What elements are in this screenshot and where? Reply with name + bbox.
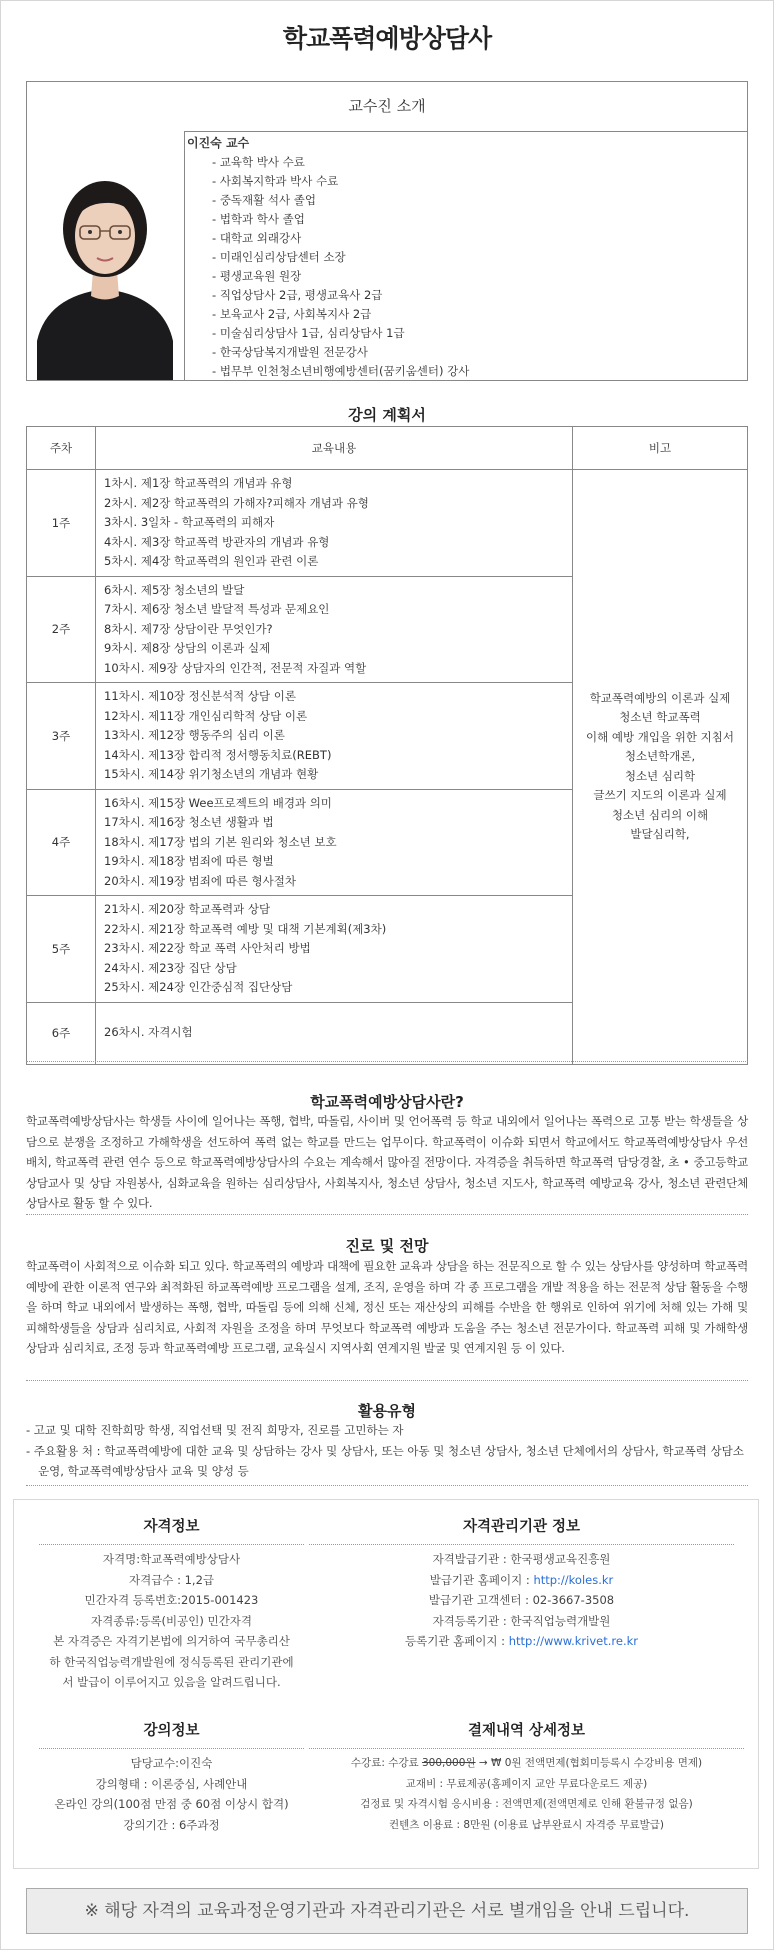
content-cell (96, 683, 573, 790)
table-row (27, 470, 748, 577)
agency-info-title: 자격관리기관 정보 (309, 1510, 734, 1545)
session-line: 14차시. 제13장 합리적 정서행동치료(REBT) (104, 747, 332, 762)
content-cell (96, 789, 573, 896)
divider (26, 1061, 748, 1062)
lecture-info-line: 담당교수:이진숙 (130, 1756, 213, 1770)
faculty-career-item: - 보육교사 2급, 사회복지사 2급 (212, 305, 743, 324)
content-cell (96, 470, 573, 577)
session-line: 18차시. 제17장 법의 기본 원리와 청소년 보호 (104, 834, 337, 849)
usage-item: - 주요활용 처 : 학교폭력예방에 대한 교육 및 상담하는 강사 및 상담사, 또는 아동 및 청소년 상담사, 청소년 단체에서의 상담사, 학교폭력 상담소 운영, 학교폭력예방상담사 교육 및 양성 등 (26, 1443, 744, 1478)
about-title: 학교폭력예방상담사란? (310, 1093, 464, 1111)
faculty-career-item: - 직업상담사 2급, 평생교육사 2급 (212, 286, 743, 305)
agency-issuer-home: 발급기관 홈페이지 : http://koles.kr (429, 1572, 614, 1587)
faculty-box (26, 81, 748, 381)
divider (26, 1485, 748, 1486)
faculty-career-item: - 한국상담복지개발원 전문강사 (212, 343, 743, 362)
career-title: 진로 및 전망 (345, 1237, 429, 1255)
cert-info-line: 하 한국직업능력개발원에 정식등록된 관리기관에 (49, 1654, 294, 1669)
header-remark: 비고 (573, 427, 748, 470)
faculty-career-item: - 중독재활 석사 졸업 (212, 191, 743, 210)
session-line: 5차시. 제4장 학교폭력의 원인과 관련 이론 (104, 554, 319, 568)
session-line: 24차시. 제23장 집단 상담 (104, 960, 237, 975)
session-line: 19차시. 제18장 범죄에 따른 형벌 (104, 854, 274, 868)
about-text: 학교폭력예방상담사는 학생들 사이에 일어나는 폭행, 협박, 따돌림, 사이버 및 언어폭력 등 학교 내외에서 일어나는 폭력으로 고통 받는 학생들을 상담으로 분쟁을 조정하고 가해학생을 선도하여 폭력 없는 학교를 만드는 업무이다. 학교폭력이 이슈화 되면서 학교에서도 학교폭력예방상담사 우선 배치, 학교폭력 관련 연수 등으로 학교폭력예방상담사의 수요는 계속해서 많아질 전망이다. 자격증을 취득하면 학교폭력 담당경찰, 초 • 중고등학교 상담교사 및 상담 자원봉사, 심화교육을 원하는 심리상담사, 사회복지사, 청소년 상담사, 청소년 지도사, 학교폭력 예방교육 강사, 청소년 관련단체 상담사로 활동 할 수 있다. (26, 1114, 748, 1210)
faculty-career-item: - 법학과 학사 졸업 (212, 210, 743, 229)
payment-line: 교재비 : 무료제공(홈페이지 교안 무료다운로드 제공) (405, 1777, 648, 1790)
week-cell: 2주 (27, 576, 96, 683)
career-text: 학교폭력이 사회적으로 이슈화 되고 있다. 학교폭력의 예방과 대책에 필요한 교육과 상담을 하는 전문직으로 할 수 있는 상담사를 양성하며 학교폭력예방에 관한 이론적 연구와 최적화된 하교폭력예방 프로그램을 설계, 조직, 운영을 하며 각 종 프로그램을 개발 적용을 하는 전문적 상담 활동을 수행을 하며 학교 내외에서 발생하는 폭행, 협박, 따돌림 등에 의해 신체, 정신 또는 재산상의 피해를 수반을 한 행위로 인하여 위기에 처해 있는 가해 및 피해학생들을 상담과 심리치료, 사회적 자원을 조정을 하며 무엇보다 학교폭력 예방과 도움을 주는 청소년 전문가이다. 학교폭력 피해 및 가해학생 상담과 심리치료, 조정 등과 학교폭력예방 프로그램, 교육실시 지역사회 연계지원 발굴 및 연계지원 등 이 있다. (26, 1259, 748, 1355)
original-fee: 300,000원 (421, 1757, 476, 1769)
session-line: 17차시. 제16장 청소년 생활과 법 (104, 815, 274, 829)
remark-line: 발달심리학, (630, 827, 690, 842)
week-cell: 1주 (27, 470, 96, 577)
cert-info-line: 자격종류:등록(비공인) 민간자격 (91, 1613, 252, 1628)
faculty-career-item: - 사회복지학과 박사 수료 (212, 172, 743, 191)
remark-line: 청소년 심리학 (624, 768, 696, 783)
registrar-home-link[interactable]: http://www.krivet.re.kr (508, 1634, 638, 1648)
content-cell (96, 896, 573, 1003)
cert-info-line: 서 발급이 이루어지고 있음을 알려드립니다. (62, 1675, 281, 1689)
remark-line: 청소년 학교폭력 (619, 710, 701, 725)
cert-info-section (39, 1510, 304, 1693)
faculty-career-item: - 교육학 박사 수료 (212, 153, 743, 172)
lecture-info-line: 강의형태 : 이론중심, 사례안내 (95, 1776, 248, 1791)
notice-banner: ※ 해당 자격의 교육과정운영기관과 자격관리기관은 서로 별개임을 안내 드립니다. (26, 1888, 748, 1934)
session-line: 16차시. 제15장 Wee프로젝트의 배경과 의미 (104, 795, 332, 810)
session-line: 25차시. 제24장 인간중심적 집단상담 (104, 980, 293, 994)
week-cell: 5주 (27, 896, 96, 1003)
agency-issuer-phone: 발급기관 고객센터 : 02-3667-3508 (428, 1593, 615, 1607)
cert-info-title: 자격정보 (39, 1510, 304, 1545)
session-line: 2차시. 제2장 학교폭력의 가해자?피해자 개념과 유형 (104, 495, 369, 510)
faculty-career-list (187, 153, 743, 381)
session-line: 13차시. 제12장 행동주의 심리 이론 (104, 728, 285, 742)
remark-line: 학교폭력예방의 이론과 실제 (589, 690, 731, 705)
session-line: 12차시. 제11장 개인심리학적 상담 이론 (104, 708, 308, 723)
week-cell: 3주 (27, 683, 96, 790)
remark-cell (573, 470, 748, 1065)
session-line: 1차시. 제1장 학교폭력의 개념과 유형 (104, 476, 293, 490)
usage-list (26, 1420, 748, 1482)
week-cell: 4주 (27, 789, 96, 896)
divider (26, 1380, 748, 1381)
agency-issuer: 자격발급기관 : 한국평생교육진흥원 (432, 1552, 611, 1566)
payment-line: 컨텐츠 이용료 : 8만원 (이용료 납부완료시 자격증 무료발급) (388, 1818, 665, 1831)
faculty-career-item: - 미술심리상담사 1급, 심리상담사 1급 (212, 324, 743, 343)
issuer-home-link[interactable]: http://koles.kr (533, 1572, 614, 1587)
lecture-info-title: 강의정보 (39, 1714, 304, 1749)
payment-info-title: 결제내역 상세정보 (309, 1714, 744, 1749)
page-title: 학교폭력예방상담사 (282, 24, 492, 53)
cert-info-line: 민간자격 등록번호:2015-001423 (84, 1593, 259, 1607)
remark-line: 이해 예방 개입을 위한 지침서 (586, 729, 734, 744)
session-line: 3차시. 3일차 - 학교폭력의 피해자 (104, 515, 275, 529)
session-line: 21차시. 제20장 학교폭력과 상담 (104, 902, 271, 916)
payment-fee: 수강료: 수강료 300,000원 → ₩ 0원 전액면제(협회미등록시 수강비용 면제) (350, 1757, 703, 1769)
session-line: 8차시. 제7장 상담이란 무엇인가? (104, 621, 273, 636)
agency-registrar: 자격등록기관 : 한국직업능력개발원 (432, 1613, 611, 1628)
session-line: 22차시. 제21장 학교폭력 예방 및 대책 기본계획(제3차) (104, 921, 387, 936)
session-line: 4차시. 제3장 학교폭력 방관자의 개념과 유형 (104, 534, 330, 549)
session-line: 15차시. 제14장 위기청소년의 개념과 현황 (104, 767, 319, 781)
session-line: 11차시. 제10장 정신분석적 상담 이론 (104, 689, 296, 703)
divider (26, 1214, 748, 1215)
cert-info-line: 자격급수 : 1,2급 (128, 1572, 215, 1587)
lecture-info-line: 강의기간 : 6주과정 (123, 1817, 220, 1832)
faculty-career-item: - 대학교 외래강사 (212, 229, 743, 248)
payment-line: 검정료 및 자격시험 응시비용 : 전액면제(전액면제로 인해 환불규정 없음) (360, 1798, 693, 1810)
faculty-bio (187, 134, 743, 381)
cert-info-line: 자격명:학교폭력예방상담사 (102, 1552, 241, 1566)
lecture-info-line: 온라인 강의(100점 만점 중 60점 이상시 합격) (54, 1797, 289, 1811)
session-line: 7차시. 제6장 청소년 발달적 특성과 문제요인 (104, 602, 330, 616)
week-cell: 6주 (27, 1002, 96, 1064)
faculty-career-item: - 미래인심리상담센터 소장 (212, 248, 743, 267)
faculty-name: 이진숙 교수 (187, 136, 250, 150)
session-line: 10차시. 제9장 상담자의 인간적, 전문적 자질과 역할 (104, 660, 367, 675)
usage-title: 활용유형 (358, 1402, 416, 1420)
faculty-career-item: - 법무부 인천청소년비행예방센터(꿈키움센터) 강사 (212, 362, 743, 381)
faculty-career-item: - 평생교육원 원장 (212, 267, 743, 286)
plan-title: 강의 계획서 (348, 406, 426, 424)
usage-item: - 고교 및 대학 진학희망 학생, 직업선택 및 전직 희망자, 진로를 고민하는 자 (26, 1423, 404, 1437)
session-line: 9차시. 제8장 상담의 이론과 실제 (104, 641, 271, 655)
agency-info-section (309, 1510, 734, 1652)
header-week: 주차 (27, 427, 96, 470)
plan-header-row (27, 427, 748, 470)
session-line: 26차시. 자격시험 (104, 1025, 193, 1040)
session-line: 23차시. 제22장 학교 폭력 사안처리 방법 (104, 941, 311, 955)
lecture-info-section (39, 1714, 304, 1835)
session-line: 20차시. 제19장 범죄에 따른 형사절차 (104, 873, 296, 888)
remark-line: 글쓰기 지도의 이론과 실제 (593, 788, 727, 803)
faculty-header: 교수진 소개 (27, 82, 747, 132)
remark-line: 청소년학개론, (624, 749, 696, 764)
plan-table (26, 426, 748, 1065)
agency-registrar-home: 등록기관 홈페이지 : http://www.krivet.re.kr (405, 1634, 638, 1648)
info-box (13, 1499, 759, 1869)
header-content: 교육내용 (96, 427, 573, 470)
session-line: 6차시. 제5장 청소년의 발달 (104, 582, 245, 597)
payment-info-section (309, 1714, 744, 1835)
remark-line: 청소년 심리의 이해 (611, 807, 709, 822)
content-cell (96, 1002, 573, 1064)
faculty-photo (27, 131, 185, 380)
cert-info-line: 본 자격증은 자격기본법에 의거하여 국무총리산 (53, 1634, 290, 1648)
content-cell (96, 576, 573, 683)
